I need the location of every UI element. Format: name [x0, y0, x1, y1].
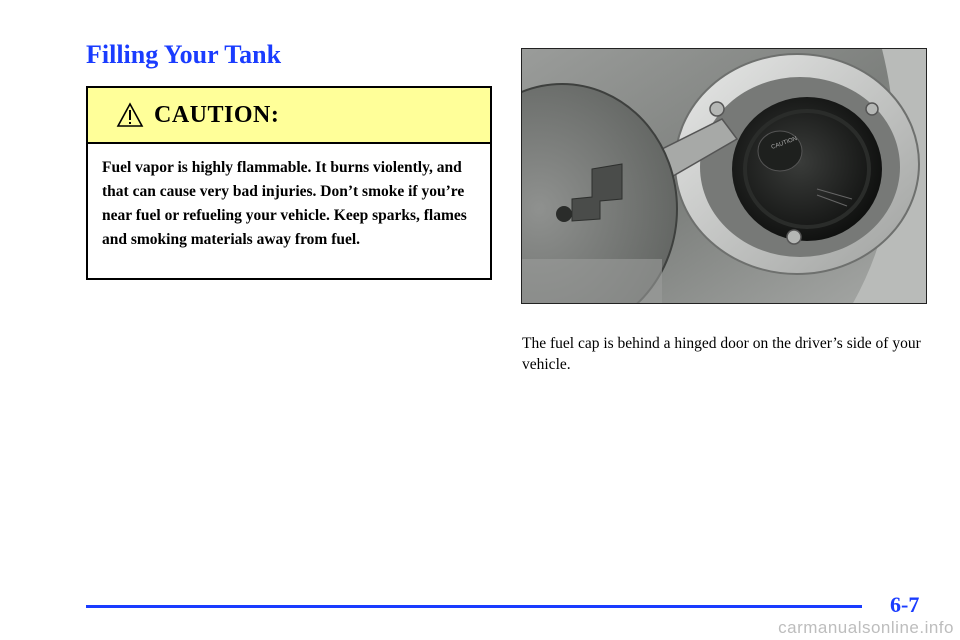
svg-text:CAUTION: CAUTION: [770, 136, 799, 151]
warning-triangle-icon: [116, 102, 144, 128]
fuel-door-photo: [521, 48, 927, 304]
page-number: 6-7: [890, 592, 920, 617]
footer-rule: [86, 605, 862, 608]
photo-caption: The fuel cap is behind a hinged door on the driver’s side of your vehicle.: [522, 335, 921, 373]
caution-box: [86, 86, 492, 280]
watermark-text: carmanualsonline.info: [778, 618, 954, 637]
caution-text: Fuel vapor is highly flammable. It burns violently, and that can cause very bad injuries. Don’t smoke if you’re near fuel or refueling your vehicle. Keep sparks, flames and smoking materials away from fuel.: [102, 159, 467, 248]
caution-header: [88, 88, 490, 144]
caution-label: CAUTION:: [154, 101, 280, 128]
page-title: Filling Your Tank: [86, 40, 282, 69]
